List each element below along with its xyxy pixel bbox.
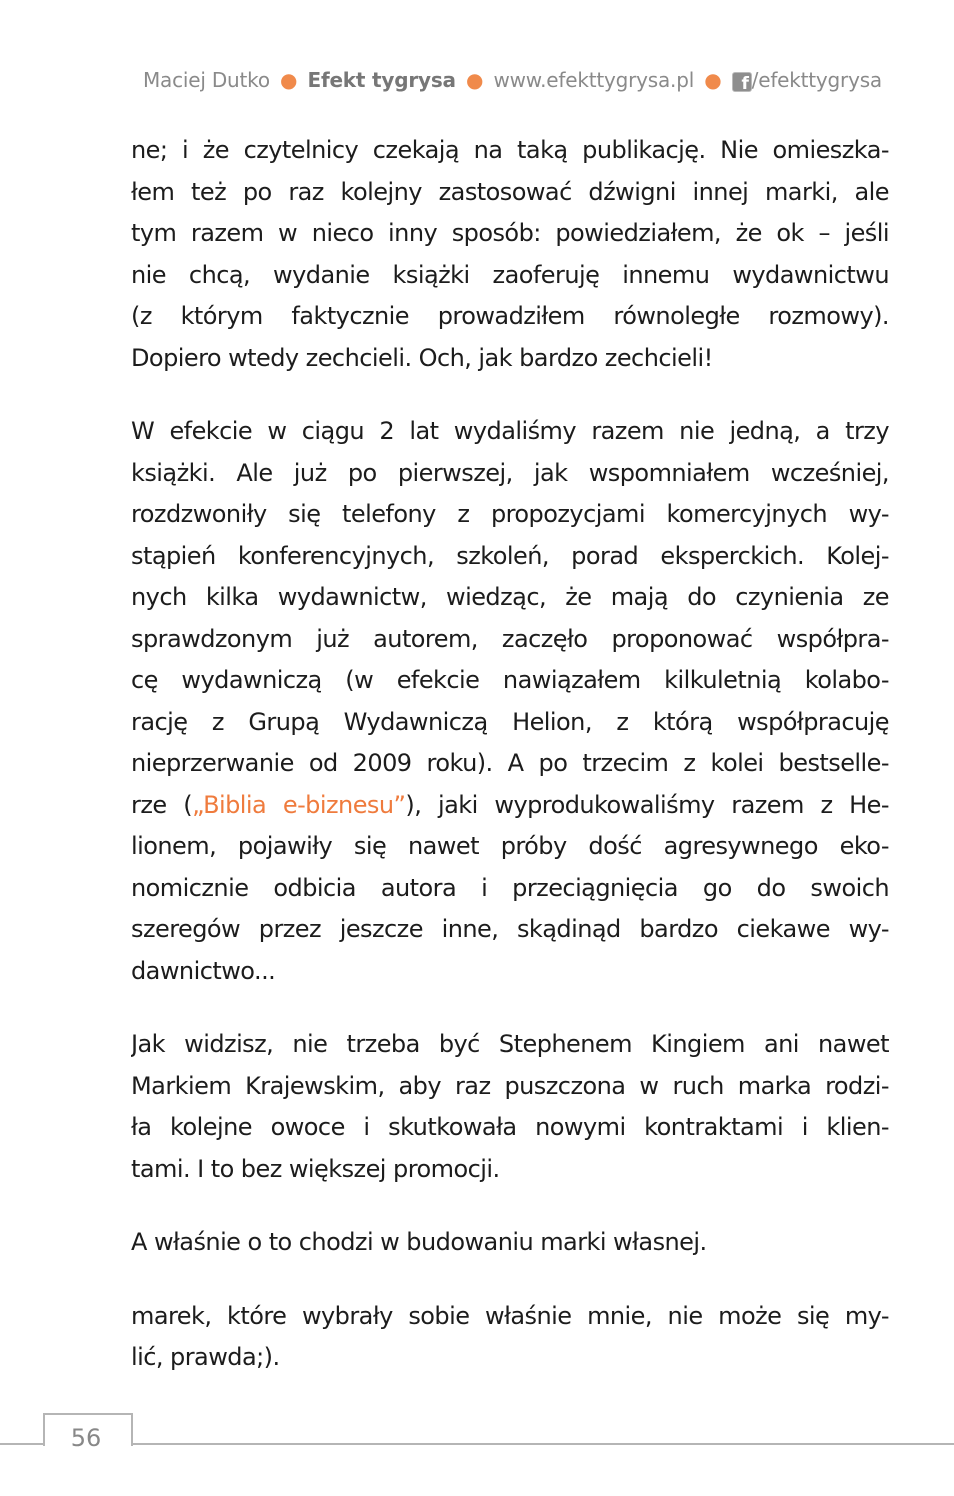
text-line: Jak widzisz, nie trzeba być Stephenem Kingiem ani nawet <box>131 1030 889 1058</box>
text-line: szeregów przez jeszcze inne, skądinąd bardzo ciekawe wy- <box>131 915 889 943</box>
page-body <box>131 130 889 1379</box>
text-line: (z którym faktycznie prowadziłem równoległe rozmowy). <box>131 302 889 330</box>
text-line: książki. Ale już po pierwszej, jak wspomniałem wcześniej, <box>131 458 889 487</box>
text-line: nie chcą, wydanie książki zaoferuję innemu wydawnictwu <box>131 260 889 289</box>
text-line: nieprzerwanie od 2009 roku). A po trzecim z kolei bestselle- <box>131 749 889 777</box>
text-line: lionem, pojawiły się nawet próby dość agresywnego eko- <box>131 832 889 860</box>
text-line: tym razem w nieco inny sposób: powiedziałem, że ok – jeśli <box>131 219 889 247</box>
paragraph <box>131 1024 889 1190</box>
link-prefix: rze ( <box>131 790 193 819</box>
header-author: Maciej Dutko <box>142 68 270 92</box>
page-number: 56 <box>70 1424 102 1452</box>
text-line: stąpień konferencyjnych, szkoleń, porad eksperckich. Kolej- <box>131 541 889 570</box>
separator-dot: ● <box>466 68 484 92</box>
link-suffix: ), jaki wyprodukowaliśmy razem z He- <box>405 790 889 819</box>
header-facebook-handle[interactable]: /efekttygrysa <box>751 68 882 92</box>
text-line: lić, prawda;). <box>131 1343 280 1371</box>
text-line: nych kilka wydawnictw, wiedząc, że mają do czynienia ze <box>131 583 889 611</box>
facebook-icon: f <box>732 72 752 92</box>
text-line: nomicznie odbicia autora i przeciągnięcia go do swoich <box>131 873 889 902</box>
paragraph <box>131 1296 889 1379</box>
text-line: łem też po raz kolejny zastosować dźwigni innej marki, ale <box>131 177 889 206</box>
text-line: tami. I to bez większej promocji. <box>131 1154 500 1183</box>
running-header <box>0 68 882 92</box>
text-line: rację z Grupą Wydawniczą Helion, z którą współpracuję <box>131 707 889 736</box>
text-line: rozdzwoniły się telefony z propozycjami komercyjnych wy- <box>131 500 889 528</box>
text-line: ła kolejne owoce i skutkowała nowymi kontraktami i klien- <box>131 1113 889 1141</box>
text-line: W efekcie w ciągu 2 lat wydaliśmy razem nie jedną, a trzy <box>131 417 889 445</box>
text-line: ne; i że czytelnicy czekają na taką publikację. Nie omieszka- <box>131 136 889 164</box>
paragraph <box>131 411 889 992</box>
book-title-link[interactable]: „Biblia e-biznesu” <box>192 790 406 819</box>
text-line: sprawdzonym już autorem, zaczęło proponować współpra- <box>131 624 889 653</box>
text-line: dawnictwo... <box>131 956 276 985</box>
text-line: Markiem Krajewskim, aby raz puszczona w ruch marka rodzi- <box>131 1071 889 1100</box>
header-website-link[interactable]: www.efekttygrysa.pl <box>493 68 695 92</box>
paragraph <box>131 1222 889 1264</box>
separator-dot: ● <box>280 68 298 92</box>
text-line: cę wydawniczą (w efekcie nawiązałem kilkuletnią kolabo- <box>131 666 889 694</box>
separator-dot: ● <box>704 68 722 92</box>
header-book-title: Efekt tygrysa <box>307 68 456 92</box>
text-line: marek, które wybrały sobie właśnie mnie, nie może się my- <box>131 1301 889 1330</box>
text-line-with-link <box>131 785 889 827</box>
paragraph <box>131 130 889 379</box>
footer-rule <box>0 1443 954 1445</box>
text-line: A właśnie o to chodzi w budowaniu marki własnej. <box>131 1228 707 1256</box>
text-line: Dopiero wtedy zechcieli. Och, jak bardzo zechcieli! <box>131 343 713 372</box>
